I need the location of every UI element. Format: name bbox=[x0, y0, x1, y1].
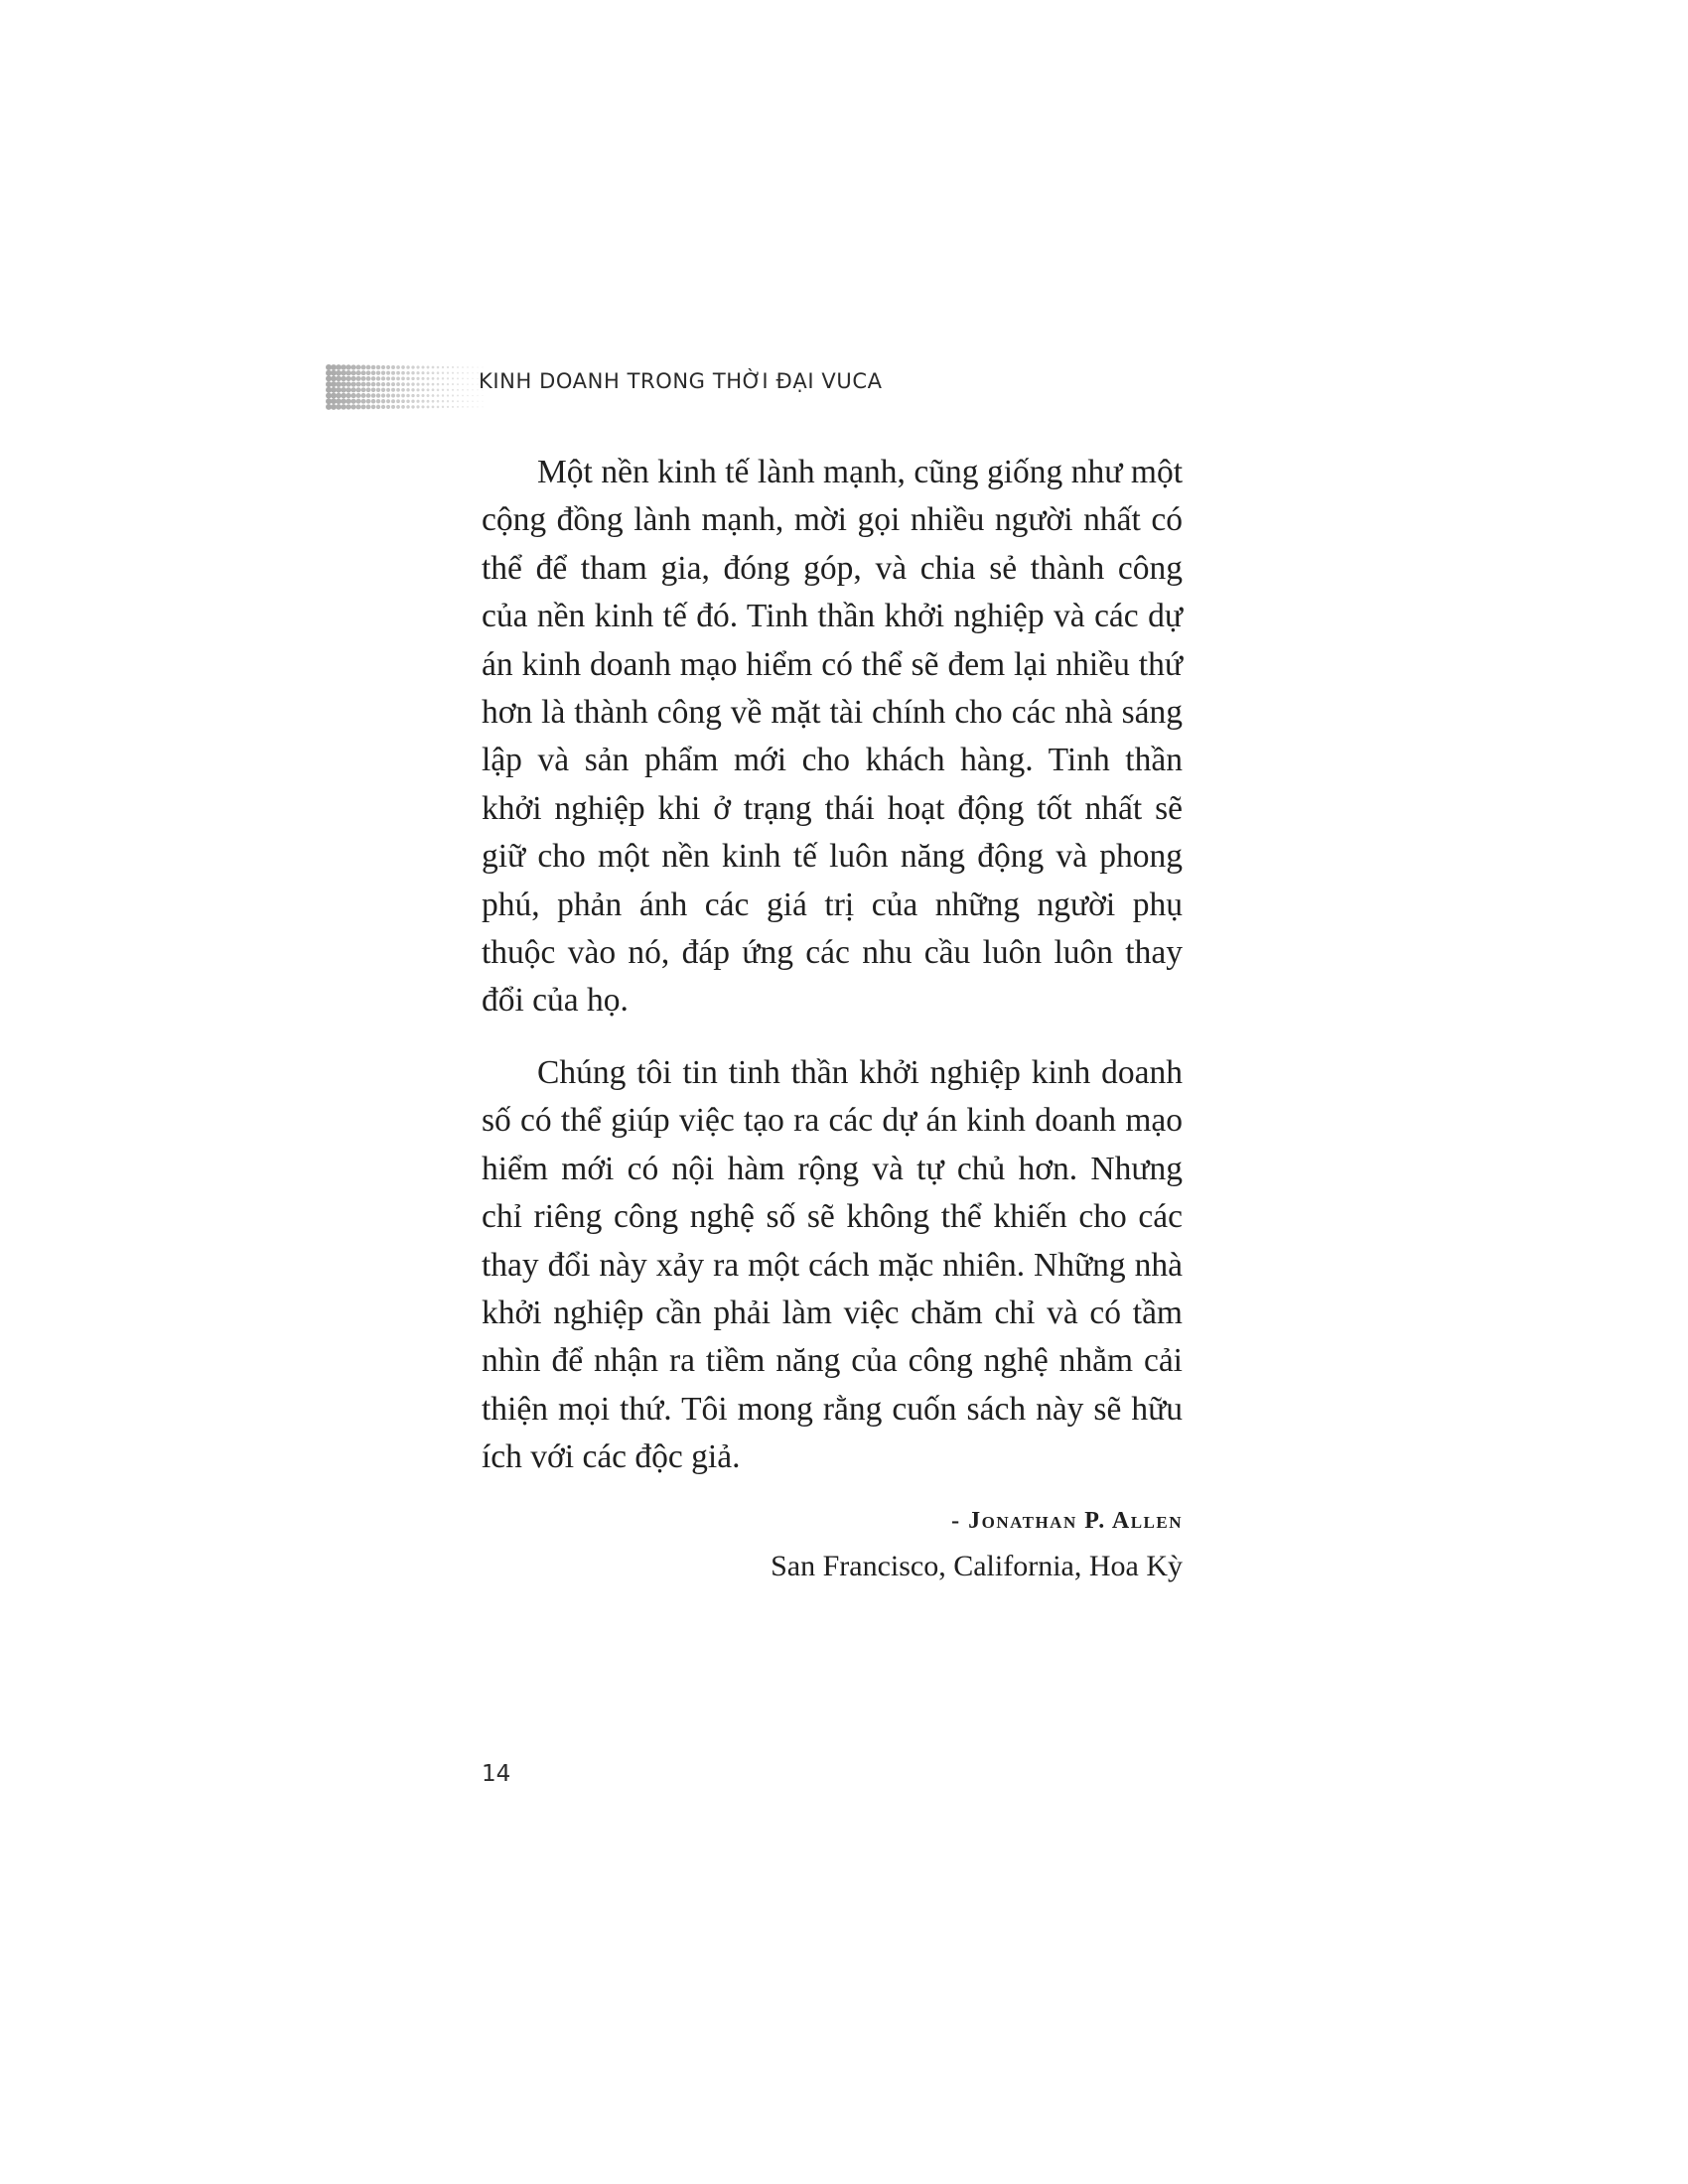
running-header bbox=[326, 364, 485, 410]
running-title: KINH DOANH TRONG THỜI ĐẠI VUCA bbox=[479, 369, 883, 393]
signature-block bbox=[482, 1501, 1183, 1592]
author-name: - Jonathan P. Allen bbox=[951, 1508, 1183, 1534]
header-dot-pattern bbox=[326, 364, 485, 410]
paragraph: Chúng tôi tin tinh thần khởi nghiệp kinh doanh số có thể giúp việc tạo ra các dự án kinh doanh mạo hiểm mới có nội hàm rộng và tự chủ hơn. Nhưng chỉ riêng công nghệ số sẽ không thể khiến cho các thay đổi này xảy ra một cách mặc nhiên. Những nhà khởi nghiệp cần phải làm việc chăm chỉ và có tầm nhìn để nhận ra tiềm năng của công nghệ nhằm cải thiện mọi thứ. Tôi mong rằng cuốn sách này sẽ hữu ích với các độc giả. bbox=[482, 1053, 1183, 1476]
author-location: San Francisco, California, Hoa Kỳ bbox=[771, 1550, 1183, 1582]
body-text bbox=[482, 449, 1183, 1506]
page-number: 14 bbox=[482, 1761, 511, 1787]
paragraph: Một nền kinh tế lành mạnh, cũng giống như một cộng đồng lành mạnh, mời gọi nhiều người nhất có thể để tham gia, đóng góp, và chia sẻ thành công của nền kinh tế đó. Tinh thần khởi nghiệp và các dự án kinh doanh mạo hiểm có thể sẽ đem lại nhiều thứ hơn là thành công về mặt tài chính cho các nhà sáng lập và sản phẩm mới cho khách hàng. Tinh thần khởi nghiệp khi ở trạng thái hoạt động tốt nhất sẽ giữ cho một nền kinh tế luôn năng động và phong phú, phản ánh các giá trị của những người phụ thuộc vào nó, đáp ứng các nhu cầu luôn luôn thay đổi của họ. bbox=[482, 454, 1183, 1020]
